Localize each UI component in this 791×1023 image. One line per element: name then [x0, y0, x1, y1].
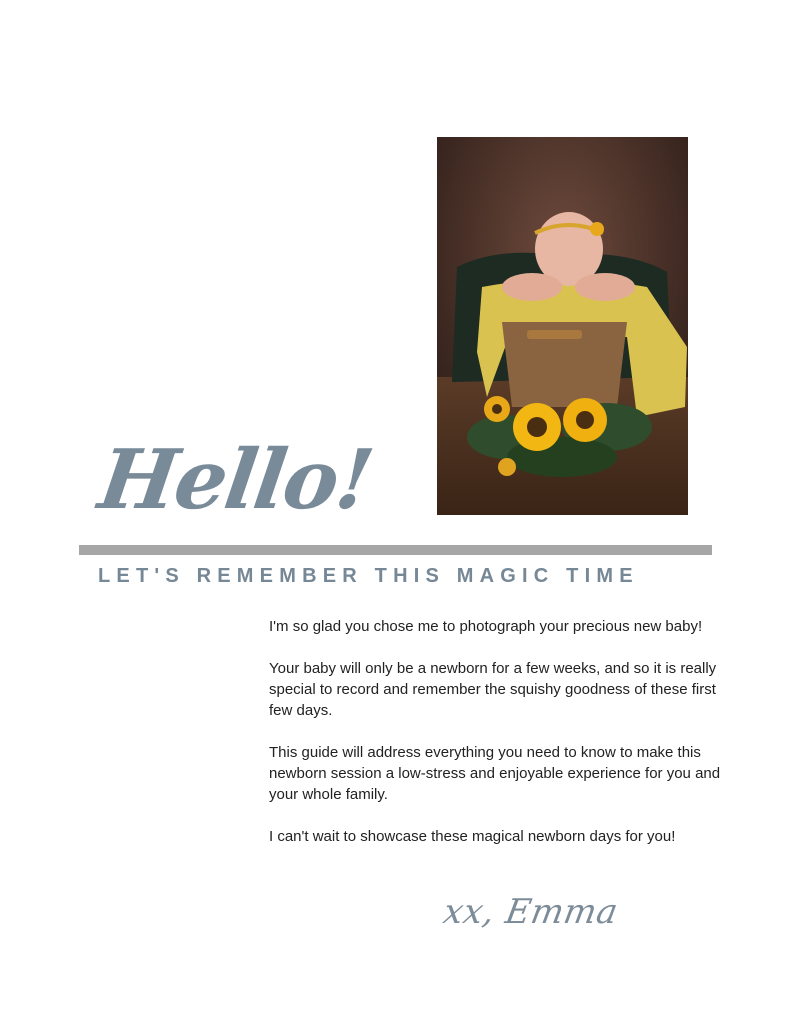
newborn-photo [437, 137, 688, 515]
intro-paragraph: This guide will address everything you need to know to make this newborn session a low-stress and enjoyable experience for you and your whole family. [269, 744, 721, 803]
intro-paragraph: I'm so glad you chose me to photograph your precious new baby! [269, 618, 703, 635]
signature: xx, Emma [440, 892, 622, 932]
newborn-photo-illustration [437, 137, 688, 515]
tagline: LET'S REMEMBER THIS MAGIC TIME [98, 565, 639, 587]
intro-paragraph: I can't wait to showcase these magical newborn days for you! [269, 828, 676, 845]
intro-paragraph: Your baby will only be a newborn for a few weeks, and so it is really special to record and remember the squishy goodness of these first few days. [269, 660, 717, 719]
divider-bar [79, 545, 712, 555]
hello-heading: Hello! [93, 432, 378, 528]
intro-text [269, 616, 729, 868]
